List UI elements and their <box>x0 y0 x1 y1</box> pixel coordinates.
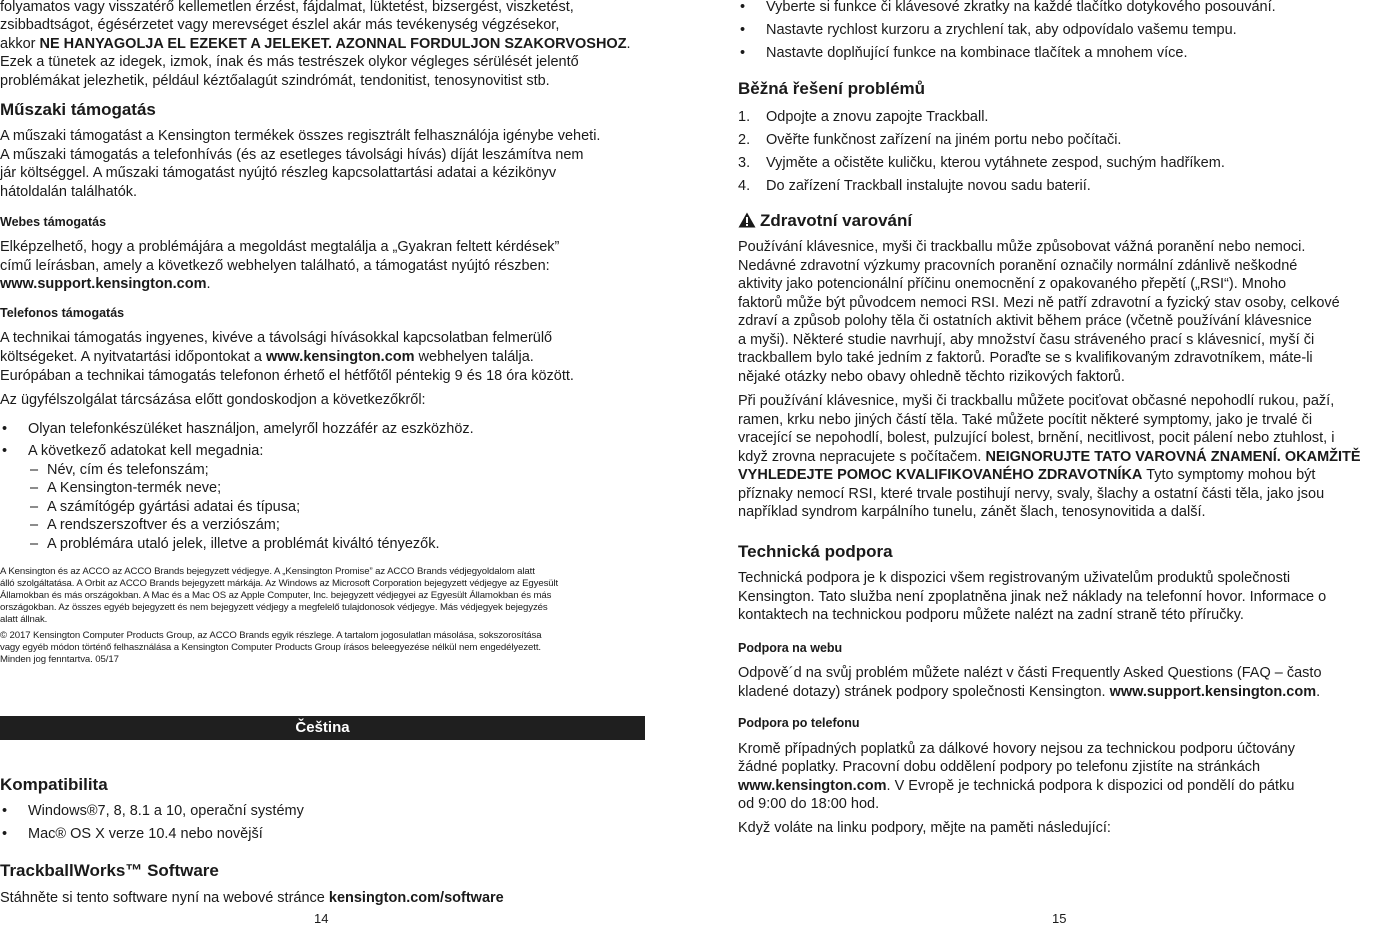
support-line-2: A műszaki támogatás a telefonhívás (és az esetleges távolsági hívás) díját leszámítva nem <box>0 147 584 163</box>
list-item-text: Nastavte rychlost kurzoru a zrychlení tak, aby odpovídalo vašemu tempu. <box>766 22 1237 38</box>
phone-line-post: . V Evropě je technická podpora k dispozici od pondělí do pátku <box>886 778 1295 794</box>
health-line: faktorů může být původcem nemoci RSI. Mezi ně patří zdravotní a fyzický stav osoby, celkové <box>738 295 1340 311</box>
web-line-3 <box>0 275 645 293</box>
support-line-4: hátoldalán találhatók. <box>0 184 138 200</box>
legal-line: A Kensington és az ACCO az ACCO Brands bejegyzett védjegye. A „Kensington Promise” az ACCO Brands védjegyoldalom alatt <box>0 566 535 577</box>
health-warning-title: Zdravotní varování <box>760 211 913 230</box>
intro-line-3 <box>0 35 645 53</box>
health-line: trackballem bylo také jedním z faktorů. Poraďte se s kvalifikovaným zdravotníkem, máte-li <box>738 350 1313 366</box>
web-line-2: című leírásban, amely a következő webhelyen található, a támogatást nyújtó részben: <box>0 258 550 274</box>
health-warning-emphasis: NEIGNORUJTE TATO VAROVNÁ ZNAMENÍ. OKAMŽITĚ <box>985 449 1361 465</box>
health-line: aktivity jako potencionální příčinu onemocnění z opakovaného přepětí („RSI“). Mnoho <box>738 276 1287 292</box>
health-line: a myši). Některé studie navrhují, aby množství času stráveného prací s klávesnicí, myší či <box>738 332 1315 348</box>
legal-line: országokban. Az összes egyéb bejegyzett és nem bejegyzett védjegy a megfelelő tulajdonosok védjegye. Más védjegyek bejegyzés <box>0 602 548 613</box>
step-text: Vyjměte a očistěte kuličku, kterou vytáhnete zespod, suchým hadříkem. <box>766 155 1225 171</box>
tech-line: Technická podpora je k dispozici všem registrovaným uživatelům produktů společnosti <box>738 570 1291 586</box>
tech-line: Kensington. Tato služba není zpoplatněna jinak než náklady na telefonní hovor. Informace o <box>738 589 1327 605</box>
step-text: Odpojte a znovu zapojte Trackball. <box>766 109 989 125</box>
phone-line-2-pre: költségeket. A nyitvatartási időpontokat a <box>0 349 266 365</box>
intro-line-4: Ezek a tünetek az idegek, izmok, ínak és más testrészek olykor végleges sérülését jelentő <box>0 54 579 70</box>
step-text: Do zařízení Trackball instalujte novou sadu baterií. <box>766 178 1091 194</box>
legal-line: © 2017 Kensington Computer Products Group, az ACCO Brands egyik részlege. A tartalom jogosulatlan másolása, sokszorosítása <box>0 630 542 641</box>
page-number-left: 14 <box>314 911 329 926</box>
support-url-link[interactable]: www.support.kensington.com <box>1109 684 1317 700</box>
health-line: například syndrom karpálního tunelu, zánět šlach, tenosynovitida a další. <box>738 504 1206 520</box>
health-warning-heading <box>738 210 1381 232</box>
phone-line <box>738 777 1381 795</box>
sub-list-item-text: A rendszerszoftver és a verziószám; <box>47 517 280 533</box>
intro-line-1: folyamatos vagy visszatérő kellemetlen érzést, fájdalmat, lüktetést, bizsergést, viszketést, <box>0 0 574 15</box>
software-line-pre: Stáhněte si tento software nyní na webové stránce <box>0 890 329 906</box>
tech-line: kontaktech na technickou podporu můžete nalézt na zadní straně této příručky. <box>738 607 1244 623</box>
compatibility-heading: Kompatibilita <box>0 775 108 794</box>
list-item-text: A következő adatokat kell megadnia: <box>28 443 264 459</box>
phone-support-heading: Podpora po telefonu <box>738 716 860 730</box>
web-line-3-post: . <box>206 276 211 292</box>
kensington-url-link[interactable]: www.kensington.com <box>266 349 415 365</box>
phone-line-4: Az ügyfélszolgálat tárcsázása előtt gondoskodjon a következőkről: <box>0 392 426 408</box>
warning-emphasis: NE HANYAGOLJA EL EZEKET A JELEKET. AZONNAL FORDULJON SZAKORVOSHOZ <box>39 36 627 52</box>
step-number: 4. <box>738 178 751 194</box>
software-heading: TrackballWorks™ Software <box>0 861 219 880</box>
list-item-text: Mac® OS X verze 10.4 nebo novější <box>28 826 263 842</box>
warning-triangle-icon <box>738 212 756 228</box>
phone-line: od 9:00 do 18:00 hod. <box>738 796 880 812</box>
tech-support-heading: Technická podpora <box>738 542 893 561</box>
intro-line-5: problémákat jelezhetik, például kéztőalagút szindrómát, tendonitist, tenosynovitist stb. <box>0 73 550 89</box>
web-line-1: Odpově´d na svůj problém můžete nalézt v části Frequently Asked Questions (FAQ – často <box>738 665 1322 681</box>
phone-line-2 <box>0 348 645 366</box>
health-warning-emphasis: VYHLEDEJTE POMOC KVALIFIKOVANÉHO ZDRAVOTNÍKA <box>738 467 1143 483</box>
sub-list-item-text: A Kensington-termék neve; <box>47 480 222 496</box>
phone-line: žádné poplatky. Pracovní dobu oddělení podpory po telefonu zjistíte na stránkách <box>738 759 1261 775</box>
legal-line: alatt állnak. <box>0 614 48 625</box>
web-line-2-post: . <box>1316 684 1321 700</box>
intro-line-3-pre: akkor <box>0 36 40 52</box>
phone-line: Kromě případných poplatků za dálkové hovory nejsou za technickou podporu účtovány <box>738 741 1295 757</box>
health-line <box>738 448 1381 466</box>
software-url-link[interactable]: kensington.com/software <box>328 890 504 906</box>
sub-list-item-text: A problémára utaló jelek, illetve a problémát kiváltó tényezők. <box>47 536 440 552</box>
sub-list-item-text: A számítógép gyártási adatai és típusa; <box>47 499 301 515</box>
list-item-text: Olyan telefonkészüléket használjon, amelyről hozzáfér az eszközhöz. <box>28 421 474 437</box>
support-line-1: A műszaki támogatást a Kensington termékek összes regisztrált felhasználója igénybe veheti. <box>0 128 601 144</box>
step-number: 3. <box>738 155 751 171</box>
health-line: ramen, krku nebo jiných částí těla. Také můžete pocítit některé symptomy, jako je trvalé či <box>738 412 1313 428</box>
web-line-2 <box>738 683 1381 701</box>
health-line: Nedávné zdravotní výzkumy pracovních poranění označily normální zdánlivě neškodné <box>738 258 1298 274</box>
phone-line-1: A technikai támogatás ingyenes, kivéve a távolsági hívásokkal kapcsolatban felmerülő <box>0 330 553 346</box>
health-line: příznaky nemocí RSI, které trvale postihují nervy, svaly, šlachy a ostatní části těla, jako jsou <box>738 486 1325 502</box>
step-number: 1. <box>738 109 751 125</box>
legal-line: Minden jog fenntartva. 05/17 <box>0 654 119 665</box>
web-line-2-pre: kladené dotazy) stránek podpory společnosti Kensington. <box>738 684 1110 700</box>
web-support-heading: Podpora na webu <box>738 641 843 655</box>
troubleshooting-heading: Běžná řešení problémů <box>738 79 926 98</box>
software-line <box>0 889 645 907</box>
web-line-1: Elképzelhető, hogy a problémájára a megoldást megtalálja a „Gyakran feltett kérdések” <box>0 239 560 255</box>
health-line <box>738 466 1381 484</box>
health-line: vracející se nepohodlí, bolest, pulzující bolest, brnění, necitlivost, pocit pálení nebo ztuhlost, i <box>738 430 1335 446</box>
step-text: Ověřte funkčnost zařízení na jiném portu nebo počítači. <box>766 132 1122 148</box>
support-line-3: jár költséggel. A műszaki támogatást nyújtó részleg kapcsolattartási adatai a kézikönyv <box>0 165 557 181</box>
health-line-pre: když zrovna nepracujete s počítačem. <box>738 449 986 465</box>
legal-line: álló szolgáltatása. A Orbit az ACCO Brands bejegyzett márkája. Az Windows az Microsoft Corporation bejegyzett védjegye az Egyesült <box>0 578 559 589</box>
sub-list-item-text: Név, cím és telefonszám; <box>47 462 209 478</box>
intro-line-2: zsibbadtságot, égésérzetet vagy merevséget észlel akár más tevékenység végzésekor, <box>0 17 560 33</box>
web-support-heading: Webes támogatás <box>0 215 107 229</box>
page-number-right: 15 <box>1052 911 1067 926</box>
phone-line: Když voláte na linku podpory, mějte na paměti následující: <box>738 820 1111 836</box>
support-url-link[interactable]: www.support.kensington.com <box>0 276 207 292</box>
health-line: Při používání klávesnice, myši či trackballu můžete pociťovat občasné nepohodlí rukou, paží, <box>738 393 1335 409</box>
kensington-url-link[interactable]: www.kensington.com <box>738 778 887 794</box>
health-line: nějaké otázky nebo obavy ohledně těchto rizikových faktorů. <box>738 369 1125 385</box>
list-item-text: Vyberte si funkce či klávesové zkratky na každé tlačítko dotykového posouvání. <box>766 0 1276 15</box>
legal-line: Államokban és más országokban. A Mac és a Mac OS az Apple Computer, Inc. bejegyzett védjegyei az Egyesült Államokban és más <box>0 590 552 601</box>
health-line-post: Tyto symptomy mohou být <box>1142 467 1316 483</box>
support-heading: Műszaki támogatás <box>0 100 156 119</box>
list-item-text: Windows®7, 8, 8.1 a 10, operační systémy <box>28 803 304 819</box>
step-number: 2. <box>738 132 751 148</box>
phone-support-heading: Telefonos támogatás <box>0 306 125 320</box>
list-item-text: Nastavte doplňující funkce na kombinace tlačítek a mnohem více. <box>766 45 1188 61</box>
language-section-bar: Čeština <box>0 716 645 740</box>
phone-line-3: Európában a technikai támogatás telefonon érhető el hétfőtől péntekig 9 és 18 óra között. <box>0 368 574 384</box>
legal-line: vagy egyéb módon történő felhasználása a Kensington Computer Products Group írásos beleegyezése nélkül nem engedélyezett. <box>0 642 541 653</box>
health-line: Používání klávesnice, myši či trackballu může způsobovat vážná poranění nebo nemoci. <box>738 239 1306 255</box>
intro-line-3-post: . <box>626 36 631 52</box>
phone-line-2-post: webhelyen találja. <box>414 349 534 365</box>
health-line: zdraví a způsob polohy těla či ostatních aktivit během práce (včetně používání klávesnice <box>738 313 1312 329</box>
